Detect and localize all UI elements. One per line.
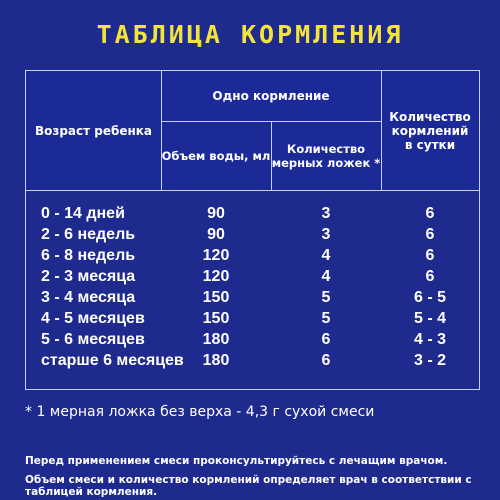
cell-feedings: 6 bbox=[425, 247, 435, 264]
table-header bbox=[26, 71, 479, 191]
page-title: ТАБЛИЦА КОРМЛЕНИЯ bbox=[96, 20, 404, 49]
cell-spoons: 4 bbox=[321, 268, 331, 285]
header-spoons-line2: мерных ложек * bbox=[271, 156, 381, 170]
warning-consult: Перед применением смеси проконсультируйтесь с лечащим врачом. bbox=[25, 455, 448, 467]
cell-water: 150 bbox=[202, 310, 230, 327]
cell-spoons: 5 bbox=[321, 289, 331, 306]
cell-spoons: 6 bbox=[321, 331, 331, 348]
cell-age: 3 - 4 месяца bbox=[41, 289, 136, 306]
cell-feedings: 6 bbox=[425, 226, 435, 243]
cell-feedings: 5 - 4 bbox=[413, 310, 446, 327]
feeding-table bbox=[25, 70, 480, 390]
cell-water: 150 bbox=[202, 289, 230, 306]
cell-age: 4 - 5 месяцев bbox=[41, 310, 145, 327]
warning-volume: Объем смеси и количество кормлений определяет врач в соответствии с таблицей кормления. bbox=[25, 474, 472, 498]
cell-age: старше 6 месяцев bbox=[41, 352, 184, 369]
header-one-feeding bbox=[161, 71, 381, 121]
table-row bbox=[26, 224, 479, 245]
cell-age: 6 - 8 недель bbox=[41, 247, 136, 264]
header-feedings-line1: Количество bbox=[389, 110, 471, 124]
cell-feedings: 3 - 2 bbox=[413, 352, 446, 369]
cell-spoons: 5 bbox=[321, 310, 331, 327]
cell-spoons: 6 bbox=[321, 352, 331, 369]
cell-spoons: 3 bbox=[321, 226, 331, 243]
header-spoons bbox=[271, 121, 381, 191]
cell-feedings: 4 - 3 bbox=[413, 331, 446, 348]
cell-feedings: 6 bbox=[425, 205, 435, 222]
header-feedings-line3: в сутки bbox=[404, 138, 456, 152]
header-feedings-line2: кормлений bbox=[391, 124, 469, 138]
header-feedings bbox=[381, 71, 479, 191]
cell-water: 90 bbox=[207, 205, 225, 222]
header-age bbox=[26, 71, 161, 191]
header-water-volume bbox=[161, 121, 271, 191]
cell-age: 0 - 14 дней bbox=[41, 205, 125, 222]
cell-water: 120 bbox=[202, 247, 230, 264]
cell-feedings: 6 - 5 bbox=[413, 289, 446, 306]
cell-age: 5 - 6 месяцев bbox=[41, 331, 145, 348]
table-row bbox=[26, 203, 479, 224]
header-water-volume-label: Объем воды, мл bbox=[161, 149, 271, 163]
cell-age: 2 - 6 недель bbox=[41, 226, 136, 243]
table-row bbox=[26, 308, 479, 329]
table-row bbox=[26, 245, 479, 266]
cell-water: 180 bbox=[202, 331, 230, 348]
header-spoons-line1: Количество bbox=[286, 142, 366, 156]
cell-water: 90 bbox=[207, 226, 225, 243]
header-age-label: Возраст ребенка bbox=[34, 124, 153, 138]
table-row bbox=[26, 287, 479, 308]
cell-spoons: 4 bbox=[321, 247, 331, 264]
cell-age: 2 - 3 месяца bbox=[41, 268, 136, 285]
footnote: * 1 мерная ложка без верха - 4,3 г сухой смеси bbox=[25, 404, 375, 420]
table-row bbox=[26, 350, 479, 371]
cell-water: 120 bbox=[202, 268, 230, 285]
cell-spoons: 3 bbox=[321, 205, 331, 222]
header-one-feeding-label: Одно кормление bbox=[212, 89, 330, 103]
cell-water: 180 bbox=[202, 352, 230, 369]
table-row bbox=[26, 266, 479, 287]
table-row bbox=[26, 329, 479, 350]
cell-feedings: 6 bbox=[425, 268, 435, 285]
